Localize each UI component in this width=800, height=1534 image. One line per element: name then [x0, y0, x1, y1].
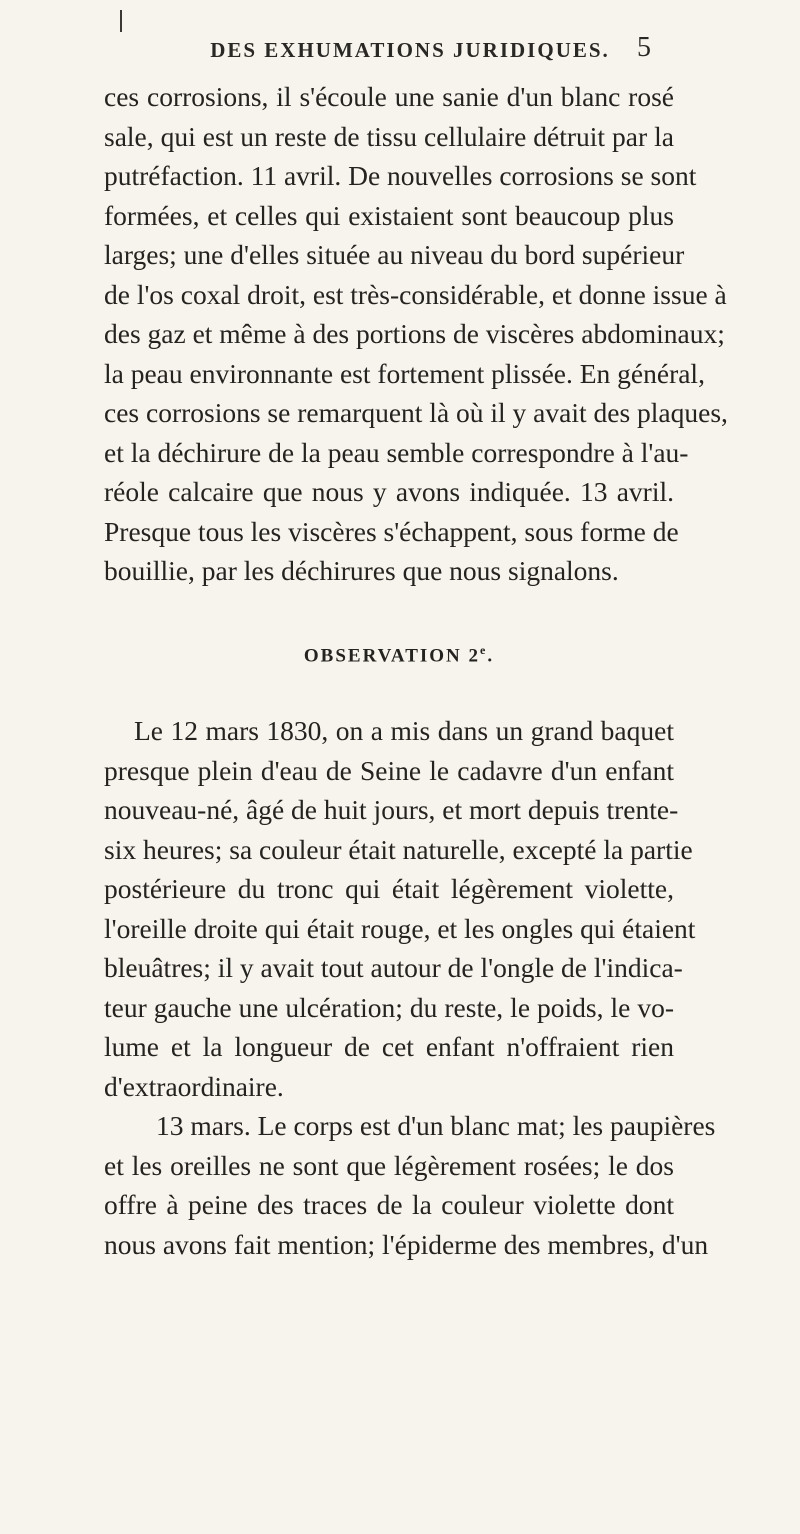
text-line: ces corrosions se remarquent là où il y avait des plaques,: [104, 397, 728, 428]
observation-heading-sup: e: [480, 642, 488, 657]
observation-heading: [104, 631, 674, 676]
text-line: des gaz et même à des portions de viscères abdominaux;: [104, 318, 725, 349]
text-line: d'extraordinaire.: [104, 1070, 284, 1102]
text-line: putréfaction. 11 avril. De nouvelles corrosions se sont: [104, 160, 697, 191]
text-line: bleuâtres; il y avait tout autour de l'ongle de l'indica-: [104, 952, 683, 984]
text-line: teur gauche une ulcération; du reste, le poids, le vo-: [104, 991, 674, 1023]
text-line: Le 12 mars 1830, on a mis dans un grand baquet: [134, 715, 674, 747]
text-line: presque plein d'eau de Seine le cadavre d'un enfant: [104, 754, 674, 786]
text-line: ces corrosions, il s'écoule une sanie d'un blanc rosé: [104, 81, 674, 112]
text-line: et la déchirure de la peau semble correspondre à l'au-: [104, 436, 689, 468]
observation-heading-text: OBSERVATION 2: [303, 644, 481, 666]
text-line: nous avons fait mention; l'épiderme des membres, d'un: [104, 1228, 709, 1260]
text-line: larges; une d'elles située au niveau du bord supérieur: [104, 239, 685, 270]
text-line: et les oreilles ne sont que légèrement rosées; le dos: [104, 1149, 674, 1181]
text-line: Presque tous les viscères s'échappent, sous forme de: [104, 515, 679, 547]
text-line: formées, et celles qui existaient sont beaucoup plus: [104, 199, 674, 231]
running-head: DES EXHUMATIONS JURIDIQUES.: [210, 38, 610, 62]
text-line: l'oreille droite qui était rouge, et les ongles qui étaient: [104, 912, 696, 944]
text-line: offre à peine des traces de la couleur violette dont: [104, 1189, 674, 1221]
text-line: postérieure du tronc qui était légèrement violette,: [104, 873, 674, 905]
text-line: de l'os coxal droit, est très-considérable, et donne issue à: [104, 278, 727, 310]
page-number: 5: [637, 32, 651, 63]
text-line: sale, qui est un reste de tissu cellulaire détruit par la: [104, 120, 674, 152]
observation-heading-suffix: .: [487, 644, 495, 666]
text-line: réole calcaire que nous y avons indiquée. 13 avril.: [104, 476, 674, 507]
text-line: nouveau-né, âgé de huit jours, et mort depuis trente-: [104, 794, 679, 826]
text-line: 13 mars. Le corps est d'un blanc mat; les paupières: [156, 1110, 716, 1142]
text-line: bouillie, par les déchirures que nous signalons.: [104, 555, 619, 586]
text-line: lume et la longueur de cet enfant n'offraient rien: [104, 1031, 674, 1063]
text-line: la peau environnante est fortement plissée. En général,: [104, 357, 705, 389]
margin-mark: [120, 10, 122, 32]
text-line: six heures; sa couleur était naturelle, excepté la partie: [104, 833, 693, 865]
body-text: [104, 77, 728, 1264]
